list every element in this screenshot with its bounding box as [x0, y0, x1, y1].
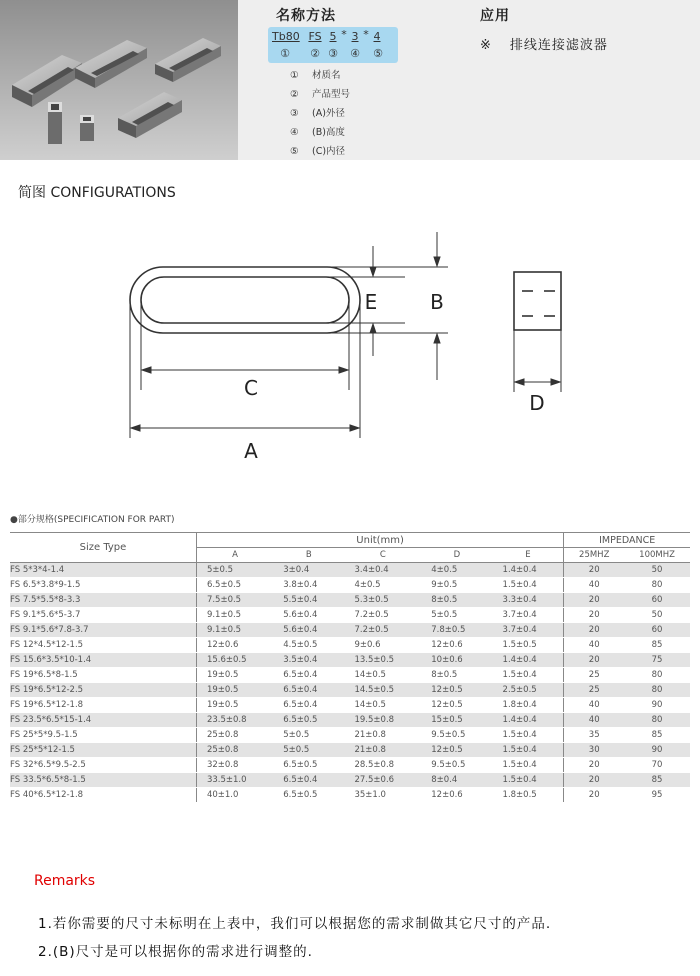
table-row	[10, 698, 690, 713]
spec-table-body	[10, 563, 690, 803]
code-type: FS	[308, 30, 322, 43]
size-type-cell: FS 19*6.5*12-2.5	[10, 683, 196, 698]
dimension-cell: 9.1±0.5	[196, 623, 273, 638]
size-type-cell: FS 32*6.5*9.5-2.5	[10, 758, 196, 773]
spec-table	[10, 532, 690, 803]
header-25mhz: 25MHZ	[564, 548, 624, 563]
dimension-cell: 6.5±0.4	[273, 683, 344, 698]
size-type-cell: FS 6.5*3.8*9-1.5	[10, 578, 196, 593]
dimension-cell: 6.5±0.4	[273, 773, 344, 788]
dimension-cell: 6.5±0.5	[273, 758, 344, 773]
legend-item: ④ (B)高度	[290, 127, 345, 138]
dimension-cell: 14±0.5	[344, 668, 421, 683]
impedance-cell: 40	[564, 698, 624, 713]
dimension-cell: 23.5±0.8	[196, 713, 273, 728]
table-row	[10, 653, 690, 668]
impedance-cell: 35	[564, 728, 624, 743]
size-type-cell: FS 9.1*5.6*5-3.7	[10, 608, 196, 623]
table-row	[10, 788, 690, 803]
dimension-cell: 9.1±0.5	[196, 608, 273, 623]
impedance-cell: 80	[624, 668, 690, 683]
dimension-cell: 40±1.0	[196, 788, 273, 803]
dimension-cell: 1.5±0.4	[493, 578, 564, 593]
dimension-cell: 9±0.6	[344, 638, 421, 653]
dimension-cell: 8±0.5	[421, 593, 492, 608]
dimension-cell: 5±0.5	[273, 728, 344, 743]
header-col-e: E	[493, 548, 564, 563]
size-type-cell: FS 33.5*6.5*8-1.5	[10, 773, 196, 788]
code-b: 3	[351, 30, 359, 43]
dimension-cell: 6.5±0.4	[273, 698, 344, 713]
remark-item-2: 2.(B)尺寸是可以根据你的需求进行调整的.	[38, 944, 313, 960]
impedance-cell: 40	[564, 713, 624, 728]
impedance-cell: 75	[624, 653, 690, 668]
dimension-cell: 14.5±0.5	[344, 683, 421, 698]
dimension-cell: 10±0.6	[421, 653, 492, 668]
table-row	[10, 758, 690, 773]
info-panel	[238, 0, 700, 160]
dimension-cell: 15±0.5	[421, 713, 492, 728]
impedance-cell: 80	[624, 578, 690, 593]
impedance-cell: 50	[624, 608, 690, 623]
size-type-cell: FS 19*6.5*12-1.8	[10, 698, 196, 713]
impedance-cell: 20	[564, 593, 624, 608]
application-item-text: 排线连接滤波器	[509, 38, 608, 53]
dimension-cell: 1.8±0.5	[493, 788, 564, 803]
code-material: Tb80	[272, 30, 300, 43]
dimension-cell: 1.5±0.4	[493, 758, 564, 773]
product-photo	[0, 0, 238, 160]
impedance-cell: 70	[624, 758, 690, 773]
impedance-cell: 80	[624, 713, 690, 728]
dimension-cell: 4.5±0.5	[273, 638, 344, 653]
size-type-cell: FS 15.6*3.5*10-1.4	[10, 653, 196, 668]
impedance-cell: 85	[624, 728, 690, 743]
dimension-cell: 3.3±0.4	[493, 593, 564, 608]
dimension-cell: 3±0.4	[273, 563, 344, 578]
dimension-cell: 3.5±0.4	[273, 653, 344, 668]
code-a: 5	[329, 30, 337, 43]
dimension-cell: 3.7±0.4	[493, 608, 564, 623]
dimension-cell: 19.5±0.8	[344, 713, 421, 728]
legend-item: ⑤ (C)内径	[290, 146, 346, 157]
part-code-box	[268, 27, 398, 63]
spec-title: ●部分规格(SPECIFICATION FOR PART)	[10, 515, 175, 525]
impedance-cell: 20	[564, 653, 624, 668]
impedance-cell: 20	[564, 608, 624, 623]
impedance-cell: 85	[624, 638, 690, 653]
code-num-4: ④	[350, 47, 360, 60]
dimension-cell: 9.5±0.5	[421, 728, 492, 743]
dimension-cell: 7.2±0.5	[344, 623, 421, 638]
table-row	[10, 623, 690, 638]
dimension-cell: 5±0.5	[196, 563, 273, 578]
impedance-cell: 30	[564, 743, 624, 758]
size-type-cell: FS 23.5*6.5*15-1.4	[10, 713, 196, 728]
dimension-label-c: C	[244, 376, 258, 400]
dimension-cell: 5±0.5	[421, 608, 492, 623]
dimension-cell: 6.5±0.5	[196, 578, 273, 593]
code-num-5: ⑤	[373, 47, 383, 60]
reference-mark-icon: ※	[480, 38, 492, 53]
dimension-cell: 9±0.5	[421, 578, 492, 593]
table-row	[10, 578, 690, 593]
dimension-label-b: B	[430, 290, 444, 314]
dimension-cell: 5.3±0.5	[344, 593, 421, 608]
size-type-cell: FS 40*6.5*12-1.8	[10, 788, 196, 803]
dimension-cell: 1.4±0.4	[493, 563, 564, 578]
legend-item: ① 材质名	[290, 70, 341, 81]
dimension-cell: 1.5±0.5	[493, 638, 564, 653]
header-100mhz: 100MHZ	[624, 548, 690, 563]
application-item	[480, 34, 608, 53]
impedance-cell: 40	[564, 578, 624, 593]
naming-method-title: 名称方法	[276, 8, 336, 24]
impedance-cell: 80	[624, 683, 690, 698]
dimension-label-a: A	[244, 439, 258, 463]
dimension-cell: 12±0.5	[421, 698, 492, 713]
header-size-type: Size Type	[10, 533, 196, 563]
code-num-2: ②	[310, 47, 320, 60]
impedance-cell: 60	[624, 593, 690, 608]
size-type-cell: FS 7.5*5.5*8-3.3	[10, 593, 196, 608]
application-title: 应用	[480, 8, 510, 24]
dimension-cell: 12±0.5	[421, 743, 492, 758]
dimension-cell: 6.5±0.5	[273, 713, 344, 728]
dimension-cell: 13.5±0.5	[344, 653, 421, 668]
dimension-cell: 5.6±0.4	[273, 623, 344, 638]
size-type-cell: FS 25*5*9.5-1.5	[10, 728, 196, 743]
size-type-cell: FS 5*3*4-1.4	[10, 563, 196, 578]
dimension-cell: 5.5±0.4	[273, 593, 344, 608]
impedance-cell: 20	[564, 623, 624, 638]
header-col-d: D	[421, 548, 492, 563]
impedance-cell: 90	[624, 698, 690, 713]
dimension-cell: 19±0.5	[196, 668, 273, 683]
dimension-cell: 1.8±0.4	[493, 698, 564, 713]
size-type-cell: FS 25*5*12-1.5	[10, 743, 196, 758]
configurations-title: 简图 CONFIGURATIONS	[18, 185, 176, 201]
impedance-cell: 20	[564, 773, 624, 788]
dimension-cell: 28.5±0.8	[344, 758, 421, 773]
dimension-cell: 5±0.5	[273, 743, 344, 758]
size-type-cell: FS 9.1*5.6*7.8-3.7	[10, 623, 196, 638]
dimension-cell: 2.5±0.5	[493, 683, 564, 698]
impedance-cell: 40	[564, 638, 624, 653]
impedance-cell: 20	[564, 758, 624, 773]
configuration-diagram	[0, 220, 700, 470]
header-col-b: B	[273, 548, 344, 563]
dimension-cell: 1.4±0.4	[493, 713, 564, 728]
dimension-cell: 21±0.8	[344, 728, 421, 743]
dimension-cell: 32±0.8	[196, 758, 273, 773]
code-sep-2: *	[363, 28, 369, 41]
table-row	[10, 638, 690, 653]
header-band	[0, 0, 700, 160]
dimension-cell: 1.4±0.4	[493, 653, 564, 668]
table-row	[10, 743, 690, 758]
dimension-cell: 3.8±0.4	[273, 578, 344, 593]
table-row	[10, 668, 690, 683]
dimension-cell: 12±0.6	[421, 638, 492, 653]
table-row	[10, 773, 690, 788]
dimension-cell: 12±0.6	[196, 638, 273, 653]
size-type-cell: FS 19*6.5*8-1.5	[10, 668, 196, 683]
dimension-cell: 1.5±0.4	[493, 743, 564, 758]
impedance-cell: 25	[564, 668, 624, 683]
dimension-cell: 21±0.8	[344, 743, 421, 758]
header-unit: Unit(mm)	[196, 533, 563, 548]
dimension-cell: 3.4±0.4	[344, 563, 421, 578]
dimension-cell: 12±0.6	[421, 788, 492, 803]
dimension-cell: 3.7±0.4	[493, 623, 564, 638]
dimension-cell: 33.5±1.0	[196, 773, 273, 788]
remark-item-1: 1.若你需要的尺寸未标明在上表中，我们可以根据您的需求制做其它尺寸的产品.	[38, 916, 552, 932]
header-col-a: A	[196, 548, 273, 563]
dimension-cell: 35±1.0	[344, 788, 421, 803]
impedance-cell: 90	[624, 743, 690, 758]
dimension-cell: 7.8±0.5	[421, 623, 492, 638]
header-impedance: IMPEDANCE	[564, 533, 690, 548]
code-num-1: ①	[280, 47, 290, 60]
legend-item: ② 产品型号	[290, 89, 351, 100]
dimension-cell: 8±0.5	[421, 668, 492, 683]
dimension-label-d: D	[529, 391, 545, 415]
code-c: 4	[373, 30, 381, 43]
impedance-cell: 20	[564, 563, 624, 578]
impedance-cell: 20	[564, 788, 624, 803]
legend-item: ③ (A)外径	[290, 108, 345, 119]
dimension-cell: 1.5±0.4	[493, 728, 564, 743]
header-col-c: C	[344, 548, 421, 563]
dimension-cell: 14±0.5	[344, 698, 421, 713]
table-row	[10, 713, 690, 728]
dimension-cell: 4±0.5	[421, 563, 492, 578]
dimension-cell: 1.5±0.4	[493, 668, 564, 683]
dimension-cell: 6.5±0.5	[273, 788, 344, 803]
dimension-cell: 15.6±0.5	[196, 653, 273, 668]
core-inner-outline	[141, 277, 349, 323]
impedance-cell: 85	[624, 773, 690, 788]
dimension-cell: 12±0.5	[421, 683, 492, 698]
dimension-cell: 4±0.5	[344, 578, 421, 593]
dimension-cell: 19±0.5	[196, 698, 273, 713]
size-type-cell: FS 12*4.5*12-1.5	[10, 638, 196, 653]
dimension-label-e: E	[364, 290, 378, 314]
impedance-cell: 25	[564, 683, 624, 698]
core-side-view	[514, 272, 561, 330]
dimension-cell: 27.5±0.6	[344, 773, 421, 788]
dimension-cell: 1.5±0.4	[493, 773, 564, 788]
dimension-cell: 8±0.4	[421, 773, 492, 788]
table-row	[10, 593, 690, 608]
impedance-cell: 50	[624, 563, 690, 578]
dimension-cell: 7.2±0.5	[344, 608, 421, 623]
table-row	[10, 608, 690, 623]
dimension-cell: 25±0.8	[196, 728, 273, 743]
remarks-title: Remarks	[34, 873, 96, 889]
table-row	[10, 683, 690, 698]
table-row	[10, 563, 690, 578]
ferrite-cores-image	[0, 0, 238, 160]
impedance-cell: 95	[624, 788, 690, 803]
code-num-3: ③	[328, 47, 338, 60]
code-sep-1: *	[341, 28, 347, 41]
table-row	[10, 728, 690, 743]
impedance-cell: 60	[624, 623, 690, 638]
dimension-cell: 19±0.5	[196, 683, 273, 698]
dimension-cell: 9.5±0.5	[421, 758, 492, 773]
dimension-cell: 25±0.8	[196, 743, 273, 758]
dimension-cell: 7.5±0.5	[196, 593, 273, 608]
dimension-cell: 6.5±0.4	[273, 668, 344, 683]
dimension-cell: 5.6±0.4	[273, 608, 344, 623]
